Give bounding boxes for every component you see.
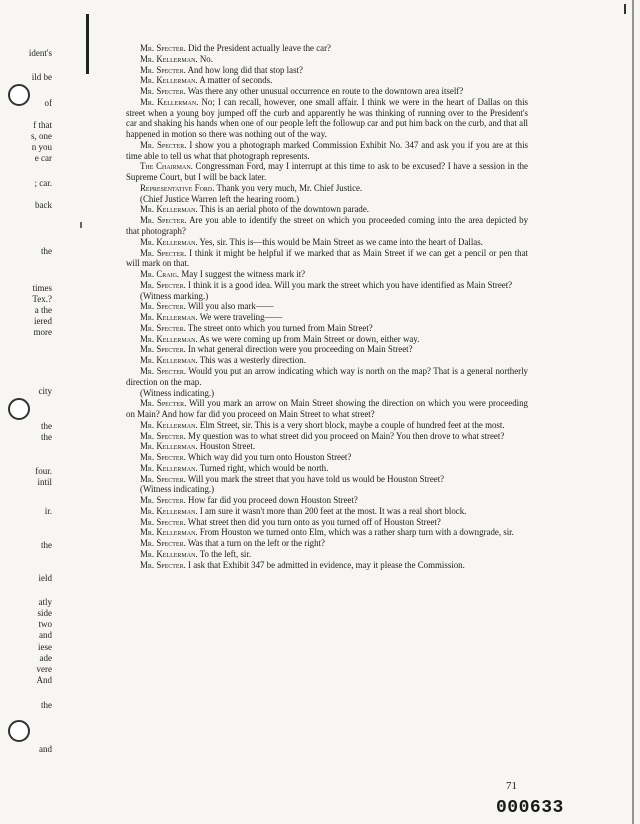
spoken-text: I ask that Exhibit 347 be admitted in evidence, may it please the Commission.	[188, 559, 465, 570]
facing-page-fragment: ade	[39, 653, 52, 663]
transcript-paragraph	[126, 194, 528, 205]
facing-page-fragment: and	[39, 630, 52, 640]
spoken-text: In what general direction were you proceeding on Main Street?	[188, 344, 413, 355]
spoken-text: From Houston we turned onto Elm, which was a rather sharp turn with a downgrade, sir.	[199, 527, 514, 538]
transcript-paragraph	[126, 43, 528, 54]
speaker-name: Mr. Kellerman.	[140, 204, 198, 215]
facing-page-fragment: ild be	[31, 72, 52, 82]
speaker-name: Mr. Specter.	[140, 538, 186, 549]
spoken-text: I show you a photograph marked Commission Exhibit No. 347 and ask you if you are at this time able to tell us what that photograph represents.	[126, 139, 529, 161]
speaker-name: Mr. Kellerman.	[140, 53, 198, 64]
transcript-paragraph	[126, 280, 528, 291]
spoken-text: We were traveling——	[199, 312, 283, 323]
gutter-mark	[80, 222, 82, 228]
spoken-text: (Witness marking.)	[140, 290, 209, 301]
speaker-name: Mr. Specter.	[140, 516, 186, 527]
transcript-paragraph	[126, 344, 528, 355]
speaker-name: Representative Ford.	[140, 182, 215, 193]
facing-page-fragment: two	[38, 619, 52, 629]
punch-hole	[8, 398, 30, 420]
spoken-text: Would you put an arrow indicating which way is north on the map? That is a general northerly direction on the map.	[126, 365, 528, 387]
spoken-text: My question was to what street did you proceed on Main? You then drove to what street?	[188, 430, 505, 441]
speaker-name: Mr. Kellerman.	[140, 333, 198, 344]
transcript-paragraph	[126, 463, 528, 474]
speaker-name: Mr. Specter.	[140, 215, 187, 226]
transcript-paragraph	[126, 441, 528, 452]
speaker-name: Mr. Specter.	[140, 495, 186, 506]
transcript-paragraph	[126, 334, 528, 345]
spoken-text: No; I can recall, however, one small affair. I think we were in the heart of Dallas on this street when a young boy jumped off the curb and apparently he was thinking of running over to the President's car and shaking his hands when one of our people left the followup car and put him back on the curb, and that all happened in motion so there was nothing out of the way.	[126, 96, 528, 140]
transcript-paragraph	[126, 312, 528, 323]
transcript-paragraph	[126, 237, 528, 248]
transcript-paragraph	[126, 248, 528, 270]
spoken-text: What street then did you turn onto as you turned off of Houston Street?	[187, 516, 441, 527]
speaker-name: Mr. Kellerman.	[140, 96, 199, 107]
transcript-paragraph	[126, 560, 528, 571]
transcript-paragraph	[126, 398, 528, 420]
speaker-name: Mr. Kellerman.	[140, 505, 198, 516]
transcript-paragraph	[126, 161, 528, 183]
transcript-paragraph	[126, 388, 528, 399]
transcript-paragraph	[126, 431, 528, 442]
transcript-paragraph	[126, 204, 528, 215]
speaker-name: The Chairman.	[140, 161, 193, 172]
spoken-text: No.	[199, 53, 213, 64]
spoken-text: Elm Street, sir. This is a very short block, maybe a couple of hundred feet at the most.	[199, 419, 505, 430]
speaker-name: Mr. Specter.	[140, 344, 186, 355]
spoken-text: Did the President actually leave the car?	[188, 43, 331, 53]
facing-page-fragment: the	[41, 432, 52, 442]
spoken-text: Will you mark an arrow on Main Street showing the direction on which you were proceeding on Main? And how far did you proceed on Main Street to what street?	[126, 398, 528, 420]
speaker-name: Mr. Specter.	[140, 559, 186, 570]
transcript-paragraph	[126, 65, 528, 76]
spoken-text: A matter of seconds.	[199, 75, 273, 86]
speaker-name: Mr. Kellerman.	[140, 355, 198, 366]
spoken-text: Yes, sir. This is—this would be Main Street as we came into the heart of Dallas.	[199, 236, 483, 247]
spoken-text: Will you also mark——	[187, 301, 274, 312]
facing-page-fragment: city	[38, 386, 52, 396]
transcript-paragraph	[126, 495, 528, 506]
transcript-paragraph	[126, 301, 528, 312]
facing-page-fragment: times	[32, 283, 52, 293]
speaker-name: Mr. Specter.	[140, 86, 186, 97]
speaker-name: Mr. Kellerman.	[140, 419, 198, 430]
facing-page-fragment: the	[41, 700, 52, 710]
transcript-paragraph	[126, 86, 528, 97]
speaker-name: Mr. Specter.	[140, 430, 186, 441]
facing-page-fragment: iered	[34, 316, 52, 326]
speaker-name: Mr. Kellerman.	[140, 548, 198, 559]
facing-page-fragment: e car	[34, 153, 52, 163]
speaker-name: Mr. Specter.	[140, 473, 186, 484]
transcript-paragraph	[126, 269, 528, 280]
transcript-paragraph	[126, 215, 528, 237]
speaker-name: Mr. Kellerman.	[140, 462, 198, 473]
corner-mark	[624, 4, 626, 14]
transcript-paragraph	[126, 54, 528, 65]
spoken-text: To the left, sir.	[199, 548, 252, 559]
spoken-text: Was there any other unusual occurrence en route to the downtown area itself?	[187, 86, 464, 97]
facing-page-fragment: ident's	[28, 48, 52, 58]
speaker-name: Mr. Specter.	[140, 365, 187, 376]
facing-page-fragment: back	[35, 200, 52, 210]
facing-page-fragment: more	[33, 327, 52, 337]
transcript-paragraph	[126, 355, 528, 366]
transcript-paragraph	[126, 420, 528, 431]
speaker-name: Mr. Specter.	[140, 139, 187, 150]
facing-page-fragment: ield	[38, 573, 52, 583]
facing-page-fragment: the	[41, 246, 52, 256]
spoken-text: Thank you very much, Mr. Chief Justice.	[216, 182, 363, 193]
transcript-paragraph	[126, 517, 528, 528]
spoken-text: May I suggest the witness mark it?	[181, 269, 306, 280]
spoken-text: This is an aerial photo of the downtown parade.	[199, 204, 370, 215]
speaker-name: Mr. Kellerman.	[140, 236, 198, 247]
facing-page-fragment: the	[41, 540, 52, 550]
transcript-paragraph	[126, 474, 528, 485]
testimony-transcript	[126, 43, 528, 571]
spoken-text: Congressman Ford, may I interrupt at this time to ask to be excused? I have a session in the Supreme Court, but I will be back later.	[126, 161, 528, 183]
transcript-paragraph	[126, 538, 528, 549]
spoken-text: (Chief Justice Warren left the hearing room.)	[140, 193, 300, 204]
speaker-name: Mr. Specter.	[140, 322, 186, 333]
scan-edge	[632, 0, 634, 824]
speaker-name: Mr. Kellerman.	[140, 75, 198, 86]
facing-page-fragment: four.	[35, 466, 52, 476]
binding-mark	[86, 14, 89, 74]
spoken-text: Turned right, which would be north.	[199, 462, 329, 473]
transcript-paragraph	[126, 140, 528, 162]
spoken-text: (Witness indicating.)	[140, 387, 215, 398]
facing-page-fragment: atly	[38, 597, 52, 607]
spoken-text: And how long did that stop last?	[187, 64, 303, 75]
transcript-paragraph	[126, 75, 528, 86]
transcript-paragraph	[126, 549, 528, 560]
transcript-paragraph	[126, 452, 528, 463]
spoken-text: Which way did you turn onto Houston Street?	[187, 452, 352, 463]
speaker-name: Mr. Specter.	[140, 43, 186, 53]
document-number: 000633	[496, 798, 564, 818]
facing-page-fragment: the	[41, 421, 52, 431]
speaker-name: Mr. Specter.	[140, 64, 186, 75]
transcript-paragraph	[126, 506, 528, 517]
transcript-paragraph	[126, 323, 528, 334]
transcript-paragraph	[126, 527, 528, 538]
spoken-text: Will you mark the street that you have told us would be Houston Street?	[187, 473, 445, 484]
spoken-text: Are you able to identify the street on which you proceeded coming into the area depicted by that photograph?	[126, 215, 529, 237]
speaker-name: Mr. Specter.	[140, 452, 186, 463]
facing-page-fragment: Tex.?	[32, 294, 52, 304]
spoken-text: I think it might be helpful if we marked that as Main Street if we can get a pencil or pen that will mark on that.	[126, 247, 529, 269]
spoken-text: The street onto which you turned from Main Street?	[187, 322, 373, 333]
spoken-text: (Witness indicating.)	[140, 484, 215, 495]
punch-hole	[8, 720, 30, 742]
facing-page-fragment: n you	[31, 142, 52, 152]
facing-page-fragment: of	[44, 98, 52, 108]
facing-page-fragment: side	[37, 608, 52, 618]
facing-page-fragment: a the	[34, 305, 52, 315]
transcript-paragraph	[126, 183, 528, 194]
page-number: 71	[506, 780, 517, 792]
speaker-name: Mr. Specter.	[140, 301, 186, 312]
facing-page-fragment: intil	[37, 477, 52, 487]
spoken-text: I think it is a good idea. Will you mark the street which you have identified as Main Street?	[188, 279, 513, 290]
punch-hole	[8, 84, 30, 106]
transcript-paragraph	[126, 97, 528, 140]
spoken-text: I am sure it wasn't more than 200 feet at the most. It was a real short block.	[199, 505, 467, 516]
speaker-name: Mr. Specter.	[140, 398, 187, 409]
speaker-name: Mr. Kellerman.	[140, 312, 198, 323]
facing-page-fragment: iese	[38, 642, 52, 652]
transcript-paragraph	[126, 366, 528, 388]
speaker-name: Mr. Kellerman.	[140, 441, 198, 452]
facing-page-fragment: f that	[33, 120, 52, 130]
speaker-name: Mr. Specter.	[140, 247, 187, 258]
facing-page-fragment: ; car.	[34, 178, 52, 188]
spoken-text: Houston Street.	[199, 441, 256, 452]
speaker-name: Mr. Craig.	[140, 269, 180, 280]
spoken-text: As we were coming up from Main Street or down, either way.	[199, 333, 420, 344]
spoken-text: This was a westerly direction.	[199, 355, 306, 366]
facing-page-fragment: And	[36, 675, 52, 685]
spoken-text: Was that a turn on the left or the right?	[187, 538, 325, 549]
speaker-name: Mr. Specter.	[140, 279, 186, 290]
facing-page-fragment: and	[39, 744, 52, 754]
transcript-paragraph	[126, 291, 528, 302]
speaker-name: Mr. Kellerman.	[140, 527, 198, 538]
transcript-paragraph	[126, 484, 528, 495]
spoken-text: How far did you proceed down Houston Street?	[188, 495, 358, 506]
facing-page-fragment: ir.	[44, 506, 52, 516]
facing-page-fragment: s, one	[31, 131, 52, 141]
facing-page-fragment: vere	[36, 664, 52, 674]
